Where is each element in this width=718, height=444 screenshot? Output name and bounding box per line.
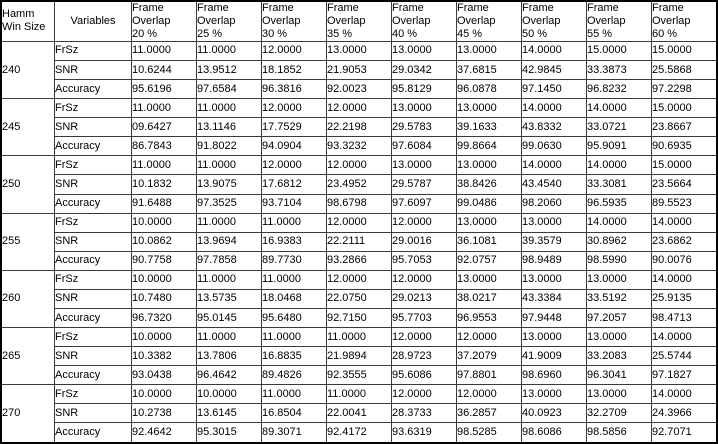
window-size-label-line1: Hamm	[2, 8, 35, 21]
value-cell: 86.7843	[132, 137, 197, 156]
value-cell: 11.0000	[197, 213, 262, 232]
value-cell: 97.7858	[197, 251, 262, 270]
value-cell: 12.0000	[262, 41, 327, 60]
value-cell: 13.0000	[457, 99, 522, 118]
frame-overlap-50-line2: Overlap	[522, 14, 561, 27]
value-cell: 12.0000	[457, 328, 522, 347]
value-cell: 14.0000	[652, 270, 718, 289]
value-cell: 14.0000	[522, 99, 587, 118]
variable-name-cell: FrSz	[55, 213, 132, 232]
value-cell: 97.2298	[652, 80, 718, 99]
value-cell: 23.6862	[652, 232, 718, 251]
value-cell: 98.5856	[587, 423, 652, 443]
value-cell: 13.0000	[522, 385, 587, 404]
value-cell: 13.0000	[522, 213, 587, 232]
value-cell: 13.1146	[197, 118, 262, 137]
value-cell: 92.4172	[327, 423, 392, 443]
value-cell: 11.0000	[262, 328, 327, 347]
variable-name-cell: Accuracy	[55, 137, 132, 156]
value-cell: 43.4540	[522, 175, 587, 194]
value-cell: 36.2857	[457, 404, 522, 423]
value-cell: 21.9894	[327, 347, 392, 366]
table-row	[1, 156, 717, 175]
table-row	[1, 423, 717, 443]
value-cell: 33.2083	[587, 347, 652, 366]
column-header-frame-overlap-35	[327, 1, 392, 41]
value-cell: 12.0000	[457, 385, 522, 404]
frame-overlap-45-line2: Overlap	[457, 14, 496, 27]
value-cell: 95.6480	[262, 309, 327, 328]
column-header-frame-overlap-25	[197, 1, 262, 41]
value-cell: 97.2057	[587, 309, 652, 328]
value-cell: 89.7730	[262, 251, 327, 270]
variable-name-cell: Accuracy	[55, 309, 132, 328]
value-cell: 39.3579	[522, 232, 587, 251]
value-cell: 15.0000	[587, 41, 652, 60]
value-cell: 13.0000	[392, 156, 457, 175]
value-cell: 92.7071	[652, 423, 718, 443]
table-row	[1, 99, 717, 118]
value-cell: 39.1633	[457, 118, 522, 137]
value-cell: 33.3873	[587, 60, 652, 79]
column-header-frame-overlap-50	[522, 1, 587, 41]
value-cell: 11.0000	[262, 270, 327, 289]
value-cell: 11.0000	[327, 385, 392, 404]
value-cell: 95.0145	[197, 309, 262, 328]
value-cell: 15.0000	[652, 156, 718, 175]
value-cell: 10.0000	[132, 385, 197, 404]
table-row	[1, 80, 717, 99]
value-cell: 40.0923	[522, 404, 587, 423]
table-row	[1, 328, 717, 347]
value-cell: 96.8232	[587, 80, 652, 99]
value-cell: 25.5868	[652, 60, 718, 79]
variable-name-cell: SNR	[55, 289, 132, 308]
value-cell: 13.0000	[457, 41, 522, 60]
value-cell: 92.0757	[457, 251, 522, 270]
value-cell: 96.9553	[457, 309, 522, 328]
value-cell: 29.0213	[392, 289, 457, 308]
value-cell: 11.0000	[262, 213, 327, 232]
value-cell: 92.3555	[327, 366, 392, 385]
value-cell: 22.0041	[327, 404, 392, 423]
frame-overlap-30-line3: 30 %	[262, 27, 288, 40]
window-size-cell: 255	[1, 213, 55, 270]
frame-overlap-55-line1: Frame	[587, 2, 619, 14]
value-cell: 12.0000	[262, 156, 327, 175]
value-cell: 12.0000	[392, 270, 457, 289]
value-cell: 29.5787	[392, 175, 457, 194]
value-cell: 14.0000	[522, 41, 587, 60]
value-cell: 96.4642	[197, 366, 262, 385]
value-cell: 14.0000	[652, 328, 718, 347]
value-cell: 97.8801	[457, 366, 522, 385]
value-cell: 98.4713	[652, 309, 718, 328]
value-cell: 25.5744	[652, 347, 718, 366]
window-size-label-line3: Size	[24, 21, 46, 34]
value-cell: 16.9383	[262, 232, 327, 251]
value-cell: 13.9694	[197, 232, 262, 251]
variable-name-cell: FrSz	[55, 99, 132, 118]
value-cell: 11.0000	[327, 328, 392, 347]
window-size-cell: 245	[1, 99, 55, 156]
variable-name-cell: FrSz	[55, 156, 132, 175]
table-row	[1, 41, 717, 60]
value-cell: 36.1081	[457, 232, 522, 251]
value-cell: 97.6584	[197, 80, 262, 99]
value-cell: 93.2866	[327, 251, 392, 270]
column-header-frame-overlap-55	[587, 1, 652, 41]
value-cell: 12.0000	[392, 328, 457, 347]
value-cell: 10.0000	[132, 328, 197, 347]
value-cell: 97.6084	[392, 137, 457, 156]
frame-overlap-45-line3: 45 %	[457, 27, 483, 40]
value-cell: 93.7104	[262, 194, 327, 213]
value-cell: 10.6244	[132, 60, 197, 79]
value-cell: 97.6097	[392, 194, 457, 213]
value-cell: 13.0000	[522, 270, 587, 289]
value-cell: 16.8504	[262, 404, 327, 423]
value-cell: 12.0000	[392, 213, 457, 232]
table-row	[1, 60, 717, 79]
value-cell: 11.0000	[132, 41, 197, 60]
value-cell: 91.6488	[132, 194, 197, 213]
variable-name-cell: FrSz	[55, 41, 132, 60]
value-cell: 98.6960	[522, 366, 587, 385]
value-cell: 12.0000	[327, 213, 392, 232]
value-cell: 92.4642	[132, 423, 197, 443]
window-size-cell: 260	[1, 270, 55, 327]
window-size-cell: 250	[1, 156, 55, 213]
value-cell: 10.2738	[132, 404, 197, 423]
value-cell: 92.7150	[327, 309, 392, 328]
variable-name-cell: Accuracy	[55, 423, 132, 443]
frame-overlap-20-line2: Overlap	[132, 14, 171, 27]
table-row	[1, 118, 717, 137]
variable-name-cell: SNR	[55, 347, 132, 366]
value-cell: 11.0000	[197, 41, 262, 60]
frame-overlap-40-line2: Overlap	[392, 14, 431, 27]
value-cell: 96.0878	[457, 80, 522, 99]
value-cell: 13.0000	[457, 213, 522, 232]
frame-overlap-20-line1: Frame	[132, 2, 164, 14]
value-cell: 98.6798	[327, 194, 392, 213]
value-cell: 28.9723	[392, 347, 457, 366]
frame-overlap-50-line1: Frame	[522, 2, 554, 14]
value-cell: 93.0438	[132, 366, 197, 385]
value-cell: 12.0000	[327, 270, 392, 289]
value-cell: 99.0630	[522, 137, 587, 156]
value-cell: 10.0000	[132, 213, 197, 232]
value-cell: 10.0000	[132, 270, 197, 289]
frame-overlap-35-line2: Overlap	[327, 14, 366, 27]
variable-name-cell: Accuracy	[55, 194, 132, 213]
variable-name-cell: FrSz	[55, 328, 132, 347]
value-cell: 95.8129	[392, 80, 457, 99]
frame-overlap-35-line3: 35 %	[327, 27, 353, 40]
value-cell: 13.0000	[587, 385, 652, 404]
value-cell: 29.5783	[392, 118, 457, 137]
table-row	[1, 251, 717, 270]
frame-overlap-25-line2: Overlap	[197, 14, 236, 27]
value-cell: 29.0016	[392, 232, 457, 251]
variable-name-cell: FrSz	[55, 270, 132, 289]
variable-name-cell: Accuracy	[55, 251, 132, 270]
value-cell: 14.0000	[587, 213, 652, 232]
value-cell: 16.8835	[262, 347, 327, 366]
value-cell: 96.5935	[587, 194, 652, 213]
value-cell: 21.9053	[327, 60, 392, 79]
value-cell: 13.0000	[587, 328, 652, 347]
table-header	[1, 1, 717, 41]
frame-overlap-60-line3: 60 %	[652, 27, 678, 40]
value-cell: 11.0000	[132, 156, 197, 175]
table-row	[1, 347, 717, 366]
value-cell: 13.0000	[327, 41, 392, 60]
value-cell: 18.0468	[262, 289, 327, 308]
value-cell: 28.3733	[392, 404, 457, 423]
value-cell: 13.6145	[197, 404, 262, 423]
variable-name-cell: SNR	[55, 175, 132, 194]
value-cell: 93.6319	[392, 423, 457, 443]
frame-overlap-55-line3: 55 %	[587, 27, 613, 40]
table-row	[1, 270, 717, 289]
table-row	[1, 404, 717, 423]
table-row	[1, 194, 717, 213]
value-cell: 97.9448	[522, 309, 587, 328]
value-cell: 12.0000	[327, 156, 392, 175]
value-cell: 95.7053	[392, 251, 457, 270]
frame-overlap-60-line1: Frame	[652, 2, 684, 14]
value-cell: 89.5523	[652, 194, 718, 213]
value-cell: 43.3384	[522, 289, 587, 308]
table-body	[1, 41, 717, 443]
table-row	[1, 232, 717, 251]
value-cell: 97.3525	[197, 194, 262, 213]
value-cell: 33.0721	[587, 118, 652, 137]
value-cell: 14.0000	[587, 99, 652, 118]
window-size-label-line2: Win	[2, 21, 21, 34]
value-cell: 41.9009	[522, 347, 587, 366]
value-cell: 17.7529	[262, 118, 327, 137]
value-cell: 98.5990	[587, 251, 652, 270]
value-cell: 95.3015	[197, 423, 262, 443]
value-cell: 14.0000	[522, 156, 587, 175]
frame-overlap-40-line3: 40 %	[392, 27, 418, 40]
table-row	[1, 137, 717, 156]
window-size-cell: 240	[1, 41, 55, 98]
table-row	[1, 175, 717, 194]
value-cell: 13.0000	[587, 270, 652, 289]
column-header-frame-overlap-30	[262, 1, 327, 41]
frame-overlap-45-line1: Frame	[457, 2, 489, 14]
value-cell: 13.0000	[522, 328, 587, 347]
value-cell: 38.0217	[457, 289, 522, 308]
value-cell: 22.0750	[327, 289, 392, 308]
value-cell: 94.0904	[262, 137, 327, 156]
value-cell: 13.0000	[392, 99, 457, 118]
table-row	[1, 385, 717, 404]
value-cell: 12.0000	[262, 99, 327, 118]
value-cell: 12.0000	[392, 385, 457, 404]
value-cell: 11.0000	[197, 99, 262, 118]
value-cell: 14.0000	[652, 385, 718, 404]
value-cell: 29.0342	[392, 60, 457, 79]
header-row	[1, 1, 717, 41]
value-cell: 93.3232	[327, 137, 392, 156]
value-cell: 96.3816	[262, 80, 327, 99]
value-cell: 99.8664	[457, 137, 522, 156]
value-cell: 23.4952	[327, 175, 392, 194]
frame-overlap-60-line2: Overlap	[652, 14, 691, 27]
column-header-frame-overlap-40	[392, 1, 457, 41]
variable-name-cell: SNR	[55, 404, 132, 423]
value-cell: 18.1852	[262, 60, 327, 79]
variable-name-cell: FrSz	[55, 385, 132, 404]
value-cell: 98.9489	[522, 251, 587, 270]
value-cell: 43.8332	[522, 118, 587, 137]
frame-overlap-55-line2: Overlap	[587, 14, 626, 27]
value-cell: 96.3041	[587, 366, 652, 385]
variable-name-cell: SNR	[55, 232, 132, 251]
value-cell: 42.9845	[522, 60, 587, 79]
table-row	[1, 366, 717, 385]
value-cell: 10.1832	[132, 175, 197, 194]
value-cell: 33.3081	[587, 175, 652, 194]
value-cell: 95.7703	[392, 309, 457, 328]
value-cell: 13.0000	[392, 41, 457, 60]
frame-overlap-40-line1: Frame	[392, 2, 424, 14]
column-header-frame-overlap-20	[132, 1, 197, 41]
value-cell: 97.1450	[522, 80, 587, 99]
value-cell: 25.9135	[652, 289, 718, 308]
value-cell: 11.0000	[197, 156, 262, 175]
frame-overlap-30-line2: Overlap	[262, 14, 301, 27]
value-cell: 11.0000	[197, 328, 262, 347]
value-cell: 14.0000	[587, 156, 652, 175]
frame-overlap-25-line3: 25 %	[197, 27, 223, 40]
value-cell: 98.5285	[457, 423, 522, 443]
value-cell: 90.0076	[652, 251, 718, 270]
column-header-frame-overlap-45	[457, 1, 522, 41]
value-cell: 98.2060	[522, 194, 587, 213]
value-cell: 95.6086	[392, 366, 457, 385]
frame-overlap-35-line1: Frame	[327, 2, 359, 14]
value-cell: 10.0862	[132, 232, 197, 251]
value-cell: 32.2709	[587, 404, 652, 423]
value-cell: 10.3382	[132, 347, 197, 366]
frame-overlap-20-line3: 20 %	[132, 27, 158, 40]
value-cell: 89.3071	[262, 423, 327, 443]
value-cell: 91.8022	[197, 137, 262, 156]
value-cell: 89.4826	[262, 366, 327, 385]
table-row	[1, 289, 717, 308]
value-cell: 15.0000	[652, 41, 718, 60]
value-cell: 11.0000	[132, 99, 197, 118]
variable-name-cell: Accuracy	[55, 80, 132, 99]
value-cell: 13.0000	[457, 156, 522, 175]
value-cell: 12.0000	[327, 99, 392, 118]
value-cell: 99.0486	[457, 194, 522, 213]
value-cell: 15.0000	[652, 99, 718, 118]
column-header-window-size	[1, 1, 55, 41]
value-cell: 30.8962	[587, 232, 652, 251]
table-row	[1, 309, 717, 328]
value-cell: 14.0000	[652, 213, 718, 232]
value-cell: 10.0000	[197, 385, 262, 404]
value-cell: 09.6427	[132, 118, 197, 137]
value-cell: 13.5735	[197, 289, 262, 308]
value-cell: 95.9091	[587, 137, 652, 156]
frame-overlap-30-line1: Frame	[262, 2, 294, 14]
window-size-cell: 265	[1, 328, 55, 385]
value-cell: 24.3966	[652, 404, 718, 423]
value-cell: 13.9075	[197, 175, 262, 194]
value-cell: 90.6935	[652, 137, 718, 156]
value-cell: 23.5664	[652, 175, 718, 194]
value-cell: 13.7806	[197, 347, 262, 366]
value-cell: 97.1827	[652, 366, 718, 385]
value-cell: 95.6196	[132, 80, 197, 99]
value-cell: 98.6086	[522, 423, 587, 443]
value-cell: 17.6812	[262, 175, 327, 194]
value-cell: 90.7758	[132, 251, 197, 270]
value-cell: 92.0023	[327, 80, 392, 99]
column-header-variables: Variables	[55, 1, 132, 41]
variable-name-cell: SNR	[55, 60, 132, 79]
value-cell: 22.2198	[327, 118, 392, 137]
value-cell: 23.8667	[652, 118, 718, 137]
frame-overlap-50-line3: 50 %	[522, 27, 548, 40]
variable-name-cell: Accuracy	[55, 366, 132, 385]
value-cell: 11.0000	[262, 385, 327, 404]
value-cell: 13.9512	[197, 60, 262, 79]
value-cell: 22.2111	[327, 232, 392, 251]
value-cell: 10.7480	[132, 289, 197, 308]
value-cell: 37.6815	[457, 60, 522, 79]
value-cell: 13.0000	[457, 270, 522, 289]
value-cell: 33.5192	[587, 289, 652, 308]
column-header-frame-overlap-60	[652, 1, 718, 41]
table-row	[1, 213, 717, 232]
frame-overlap-25-line1: Frame	[197, 2, 229, 14]
value-cell: 96.7320	[132, 309, 197, 328]
variable-name-cell: SNR	[55, 118, 132, 137]
value-cell: 11.0000	[197, 270, 262, 289]
value-cell: 38.8426	[457, 175, 522, 194]
value-cell: 37.2079	[457, 347, 522, 366]
window-size-cell: 270	[1, 385, 55, 443]
